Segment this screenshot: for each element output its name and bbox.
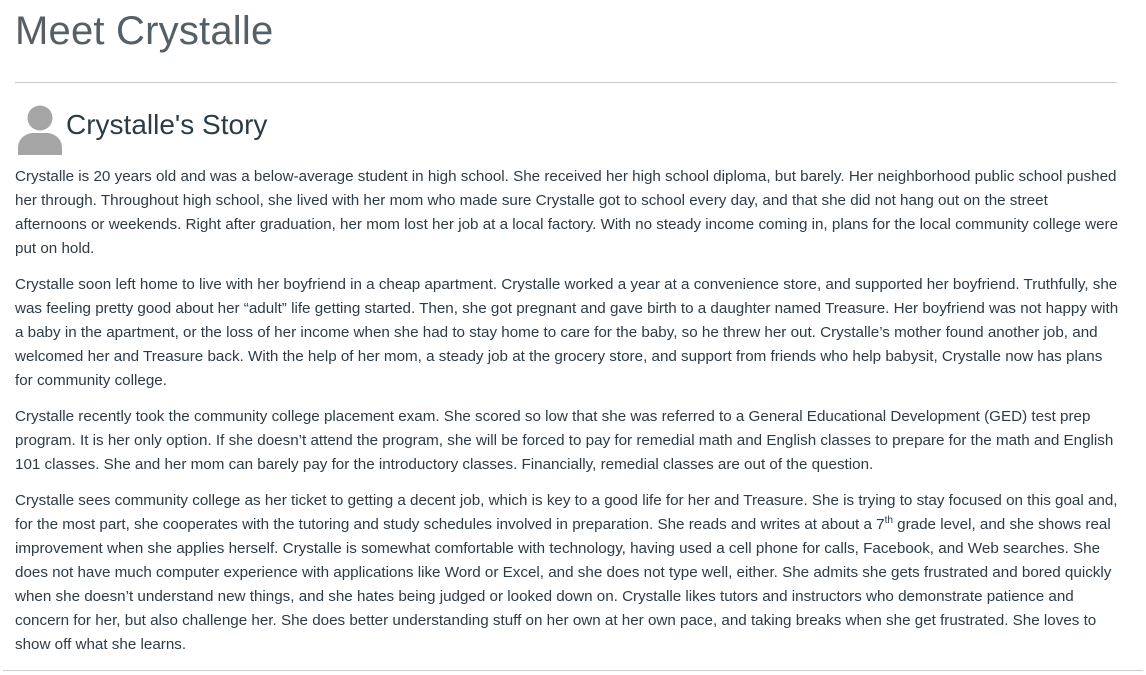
story-text: grade level, and she shows real improvement when she applies herself. Crystalle is somewhat comfortable with technology, having used a cell phone for calls, Facebook, and Web searches. She does not have much computer experience with applications like Word or Excel, and she does not type well, either. She admits she gets frustrated and bored quickly when she doesn’t understand new things, and she hates being judged or looked down on. Crystalle likes tutors and instructors who demonstrate patience and concern for her, but also challenge her. She does better understanding stuff on her own at her own pace, and taking breaks when she get frustrated. She loves to show off what she learns. xyxy=(15,516,1112,653)
story-text: Crystalle sees community college as her ticket to getting a decent job, which is key to a good life for her and Treasure. She is trying to stay focused on this goal and, for the most part, she cooperates with the tutoring and study schedules involved in preparation. She reads and writes at about a 7 xyxy=(15,492,1118,533)
ordinal-suffix: th xyxy=(884,514,893,526)
story-paragraph: Crystalle recently took the community college placement exam. She scored so low that she was referred to a General Educational Development (GED) test prep program. It is her only option. If she doesn’t attend the program, she will be forced to pay for remedial math and English classes to prepare for the math and English 101 classes. She and her mom can barely pay for the introductory classes. Financially, remedial classes are out of the question. xyxy=(15,408,1114,473)
section-header xyxy=(15,102,267,156)
story-paragraph xyxy=(15,489,1120,657)
story-body xyxy=(15,165,1120,669)
person-silhouette-icon xyxy=(15,103,65,155)
bottom-divider xyxy=(3,670,1143,671)
title-divider xyxy=(15,82,1117,83)
story-paragraph: Crystalle soon left home to live with her boyfriend in a cheap apartment. Crystalle worked a year at a convenience store, and supported her boyfriend. Truthfully, she was feeling pretty good about her “adult” life getting started. Then, she got pregnant and gave birth to a daughter named Treasure. Her boyfriend was not happy with a baby in the apartment, or the loss of her income when she had to stay home to care for the baby, so he threw her out. Crystalle’s mother found another job, and welcomed her and Treasure back. With the help of her mom, a steady job at the grocery store, and support from friends who help babysit, Crystalle now has plans for community college. xyxy=(15,276,1119,389)
story-paragraph: Crystalle is 20 years old and was a below-average student in high school. She received her high school diploma, but barely. Her neighborhood public school pushed her through. Throughout high school, she lived with her mom who made sure Crystalle got to school every day, and that she did not hang out on the street afternoons or weekends. Right after graduation, her mom lost her job at a local factory. With no steady income coming in, plans for the local community college were put on hold. xyxy=(15,168,1119,257)
section-title: Crystalle's Story xyxy=(66,109,268,140)
page-title: Meet Crystalle xyxy=(15,9,274,53)
